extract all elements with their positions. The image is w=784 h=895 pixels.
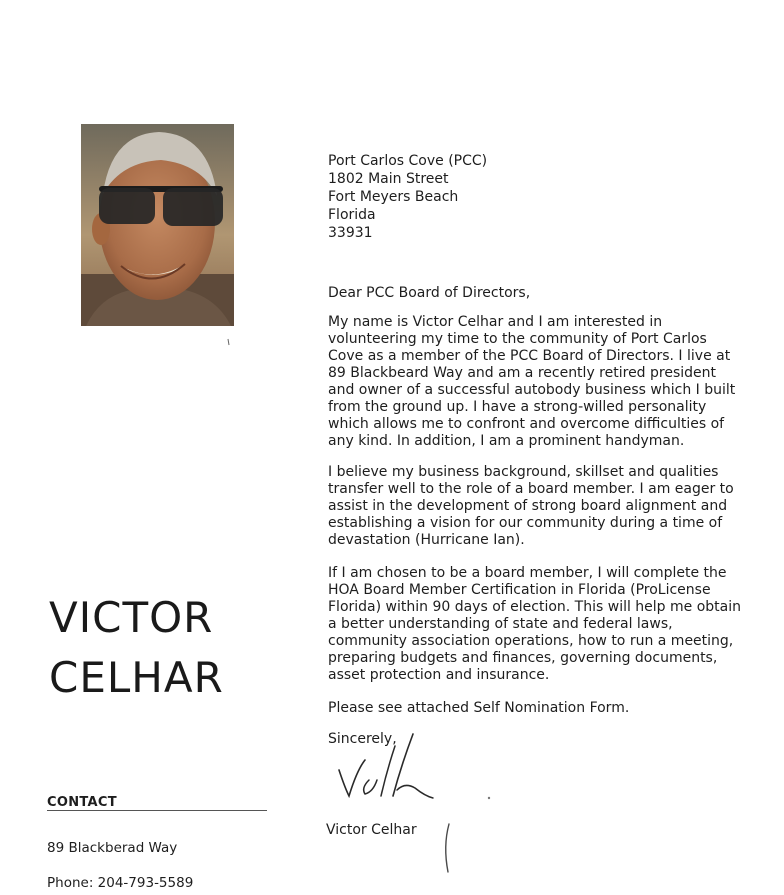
handwritten-signature <box>335 730 435 802</box>
contact-divider <box>47 810 267 811</box>
paragraph-line: 89 Blackbeard Way and am a recently retired president <box>328 365 717 381</box>
paragraph-line: a better understanding of state and federal laws, <box>328 616 673 632</box>
body-paragraph-3 <box>328 565 742 684</box>
contact-label: CONTACT <box>47 795 117 810</box>
recipient-line: Fort Meyers Beach <box>328 189 459 205</box>
signer-name: Victor Celhar <box>326 822 417 838</box>
scan-mark <box>440 820 454 876</box>
paragraph-line: Florida) within 90 days of election. This will help me obtain <box>328 599 742 615</box>
paragraph-line: I believe my business background, skillset and qualities <box>328 464 719 480</box>
scan-mark <box>226 338 232 346</box>
paragraph-line: community association operations, how to run a meeting, <box>328 633 734 649</box>
salutation: Dear PCC Board of Directors, <box>328 285 531 301</box>
paragraph-line: volunteering my time to the community of Port Carlos <box>328 331 707 347</box>
paragraph-line: which allows me to confront and overcome difficulties of <box>328 416 725 432</box>
paragraph-line: assist in the development of strong board alignment and <box>328 498 728 514</box>
name-heading-first: VICTOR <box>49 593 214 642</box>
paragraph-line: transfer well to the role of a board member. I am eager to <box>328 481 734 497</box>
paragraph-line: devastation (Hurricane Ian). <box>328 532 525 548</box>
scan-mark <box>486 795 492 801</box>
recipient-line: Port Carlos Cove (PCC) <box>328 153 488 169</box>
portrait-image <box>81 124 234 326</box>
paragraph-line: HOA Board Member Certification in Florida (ProLicense <box>328 582 711 598</box>
contact-address: 89 Blackberad Way <box>47 840 178 856</box>
paragraph-line: and owner of a successful autobody business which I built <box>328 382 736 398</box>
body-paragraph-2 <box>328 464 733 549</box>
paragraph-line: My name is Victor Celhar and I am interested in <box>328 314 663 330</box>
paragraph-line: any kind. In addition, I am a prominent handyman. <box>328 433 685 449</box>
paragraph-line: preparing budgets and finances, governing documents, <box>328 650 718 666</box>
paragraph-line: establishing a vision for our community during a time of <box>328 515 723 531</box>
paragraph-line: Cove as a member of the PCC Board of Directors. I live at <box>328 348 731 364</box>
name-heading-last: CELHAR <box>49 653 224 702</box>
recipient-line: 33931 <box>328 225 373 241</box>
paragraph-line: If I am chosen to be a board member, I will complete the <box>328 565 727 581</box>
body-paragraph-1 <box>328 314 736 450</box>
paragraph-line: asset protection and insurance. <box>328 667 550 683</box>
contact-phone: Phone: 204-793-5589 <box>47 875 194 891</box>
closing: Sincerely, <box>328 731 397 747</box>
paragraph-line: from the ground up. I have a strong-willed personality <box>328 399 707 415</box>
recipient-line: 1802 Main Street <box>328 171 449 187</box>
portrait-photo <box>81 124 234 326</box>
attachment-note: Please see attached Self Nomination Form. <box>328 700 630 716</box>
recipient-line: Florida <box>328 207 376 223</box>
